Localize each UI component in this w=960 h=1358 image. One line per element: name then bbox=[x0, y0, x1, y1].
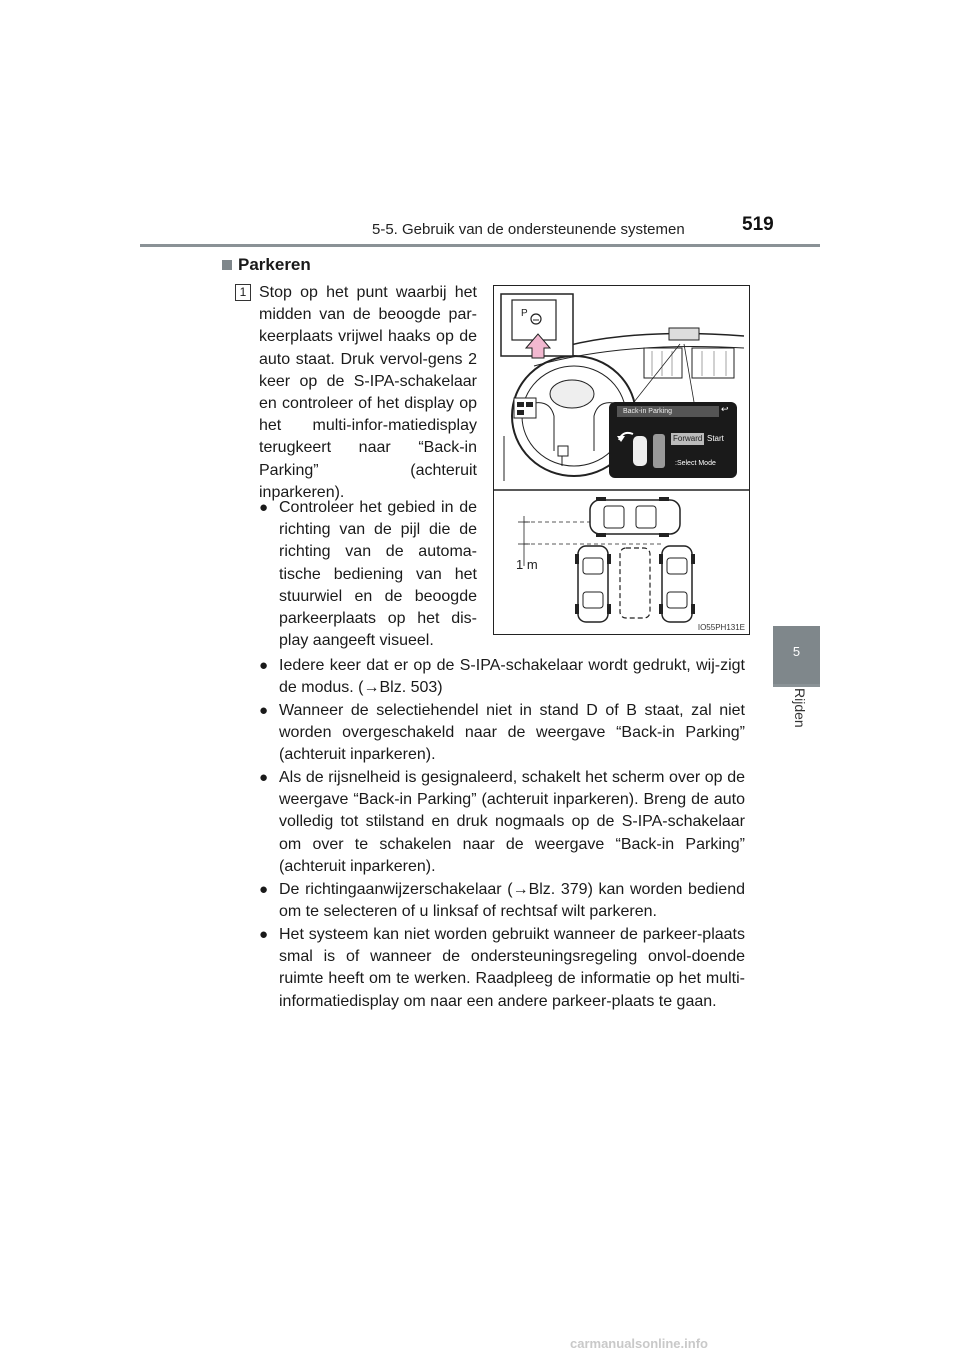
list-item bbox=[259, 924, 745, 1013]
bullet-dot-icon: ● bbox=[259, 769, 269, 786]
chapter-label: Rijden bbox=[792, 688, 808, 728]
chapter-tab-divider bbox=[773, 684, 820, 687]
list-item bbox=[259, 767, 745, 878]
list-item-text: Als de rijsnelheid is gesignaleerd, schakelt het scherm over op de weergave “Back-in Parking” (achteruit inparkeren). Breng de auto volledig tot stilstand en druk nogmaals op de S-IPA-schakelaar om over te schakelen naar de weergave “Back-in Parking” (achteruit inparkeren). bbox=[279, 769, 745, 875]
list-item-text: Iedere keer dat er op de S-IPA-schakelaar wordt gedrukt, wij-zigt de modus. (→Blz. 503) bbox=[279, 657, 745, 697]
list-item-text: Het systeem kan niet worden gebruikt wanneer de parkeer-plaats smal is of wanneer de ondersteuningsregeling onvol-doende ruimte heeft om te werken. Raadpleeg de informatie op het multi-informatiedisplay om naar een andere parkeer-plaats te gaan. bbox=[279, 926, 745, 1010]
list-item bbox=[259, 879, 745, 923]
forward-label: Forward bbox=[673, 434, 703, 443]
chapter-tab: 5 bbox=[773, 626, 820, 684]
car-top-view-icon bbox=[615, 418, 675, 478]
section-heading-text: Parkeren bbox=[238, 255, 311, 274]
svg-text:P: P bbox=[521, 308, 528, 319]
list-item-text: De richtingaanwijzerschakelaar (→Blz. 379) kan worden bediend om te selecteren of u linksaf of rechtsaf wilt parkeren. bbox=[279, 881, 745, 921]
bullet-dot-icon: ● bbox=[259, 657, 269, 674]
bullet-dot-icon: ● bbox=[259, 499, 269, 516]
select-mode-label: :Select Mode bbox=[675, 460, 716, 467]
page-number: 519 bbox=[742, 214, 774, 235]
bullet-dot-icon: ● bbox=[259, 702, 269, 719]
distance-label: 1 m bbox=[516, 557, 538, 572]
list-item bbox=[259, 497, 477, 652]
list-item-text: Wanneer de selectiehendel niet in stand D of B staat, zal niet worden overgeschakeld naar de weergave “Back-in Parking” (achteruit inparkeren). bbox=[279, 702, 745, 764]
bullet-dot-icon: ● bbox=[259, 881, 269, 898]
list-item bbox=[259, 655, 745, 699]
figure-code: IO55PH131E bbox=[697, 623, 745, 632]
step-number-badge: 1 bbox=[235, 284, 251, 301]
back-icon: ↩ bbox=[721, 404, 729, 414]
list-item bbox=[259, 700, 745, 767]
multi-information-display bbox=[609, 402, 737, 478]
step-text: Stop op het punt waarbij het midden van de beoogde par-keerplaats vrijwel haaks op de auto staat. Druk vervol-gens 2 keer op de S-IPA-schakelaar en controleer of het display op het multi-infor-matiedisplay terugkeert naar “Back-in Parking” (achteruit inparkeren). bbox=[259, 284, 477, 501]
section-heading bbox=[222, 255, 311, 275]
header-divider bbox=[140, 244, 820, 247]
bullet-dot-icon: ● bbox=[259, 926, 269, 943]
header-section-title: 5-5. Gebruik van de ondersteunende systemen bbox=[372, 221, 685, 238]
watermark: carmanualsonline.info bbox=[570, 1336, 708, 1351]
parking-illustration bbox=[493, 285, 750, 635]
start-label: Start bbox=[707, 434, 724, 443]
display-title: Back-in Parking bbox=[617, 406, 719, 417]
list-item-text: Controleer het gebied in de richting van de pijl die de richting van de automa-tische bediening van het stuurwiel en de beoogde parkeerplaats op het dis-play aangeeft visueel. bbox=[279, 499, 477, 650]
square-bullet-icon bbox=[222, 260, 232, 270]
